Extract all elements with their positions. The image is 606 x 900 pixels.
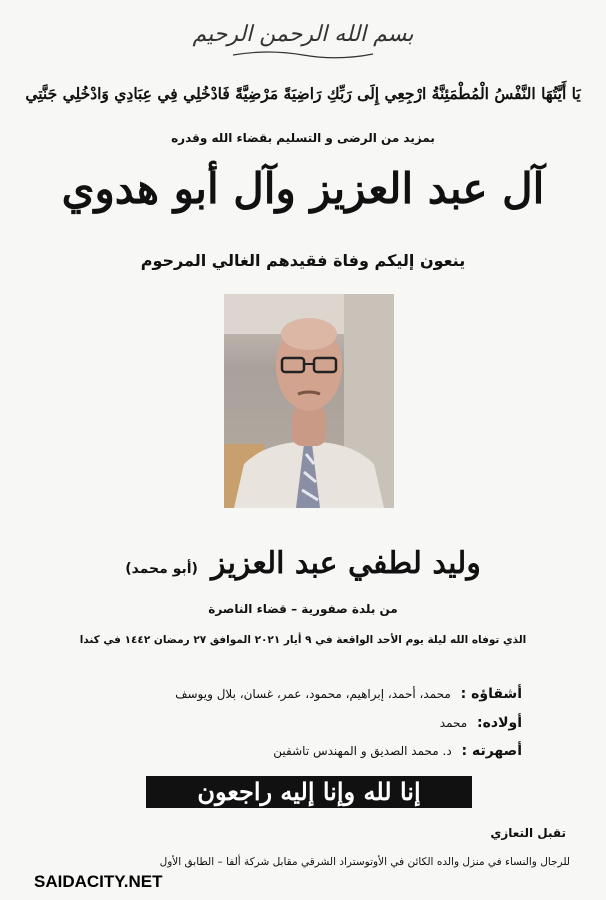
- sons-line: [440, 715, 522, 731]
- deceased-name: وليد لطفي عبد العزيز: [211, 546, 481, 581]
- portrait-illustration: [224, 294, 394, 508]
- inlaws-label: أصهرته :: [461, 743, 522, 759]
- inlaws-line: [273, 743, 522, 759]
- basmala-calligraphy: [0, 22, 606, 59]
- sons-names: محمد: [439, 716, 468, 730]
- brothers-label: أشقاؤه :: [460, 686, 522, 702]
- brothers-names: محمد، أحمد، إبراهيم، محمود، عمر، غسان، بلال ويوسف: [175, 687, 451, 701]
- calligraphy-flourish-icon: [228, 49, 378, 59]
- deceased-kunya: (أبو محمد): [125, 561, 198, 577]
- announcement: ينعون إليكم وفاة فقيدهم الغالي المرحوم: [140, 251, 466, 270]
- deceased-town: من بلدة صفورية – قضاء الناصرة: [208, 602, 398, 616]
- condolence-banner: إنا لله وإنا إليه راجعون: [146, 776, 472, 808]
- sons-label: أولاده:: [477, 715, 522, 731]
- condolences-title: تقبل التعازي: [490, 826, 566, 840]
- site-watermark: SAIDACITY.NET: [34, 872, 163, 891]
- deceased-photo: [224, 294, 394, 508]
- deceased-heading: [0, 546, 606, 581]
- quran-verse: يَا أَيَّتُهَا النَّفْسُ الْمُطْمَئِنَّةُ ارْجِعِي إِلَى رَبِّكِ رَاضِيَةً مَرْضِيَّةً فَادْخُلِي فِي عِبَادِي وَادْخُلِي جَنَّتِي: [25, 84, 581, 103]
- family-names: آل عبد العزيز وآل أبو هدوي: [61, 164, 545, 213]
- death-date-line: الذي توفاه الله ليلة يوم الأحد الواقعة في ٩ أيار ٢٠٢١ الموافق ٢٧ رمضان ١٤٤٢ في كندا: [79, 634, 527, 646]
- brothers-line: [175, 686, 522, 702]
- intro-line: بمزيد من الرضى و التسليم بقضاء الله وقدره: [171, 131, 435, 145]
- inlaws-names: د. محمد الصديق و المهندس تاشفين: [273, 744, 452, 758]
- basmala-text: بسم الله الرحمن الرحيم: [192, 22, 414, 47]
- condolences-text: للرجال والنساء في منزل والده الكائن في الأوتوستراد الشرقي مقابل شركة ألفا – الطابق الأول: [159, 856, 570, 868]
